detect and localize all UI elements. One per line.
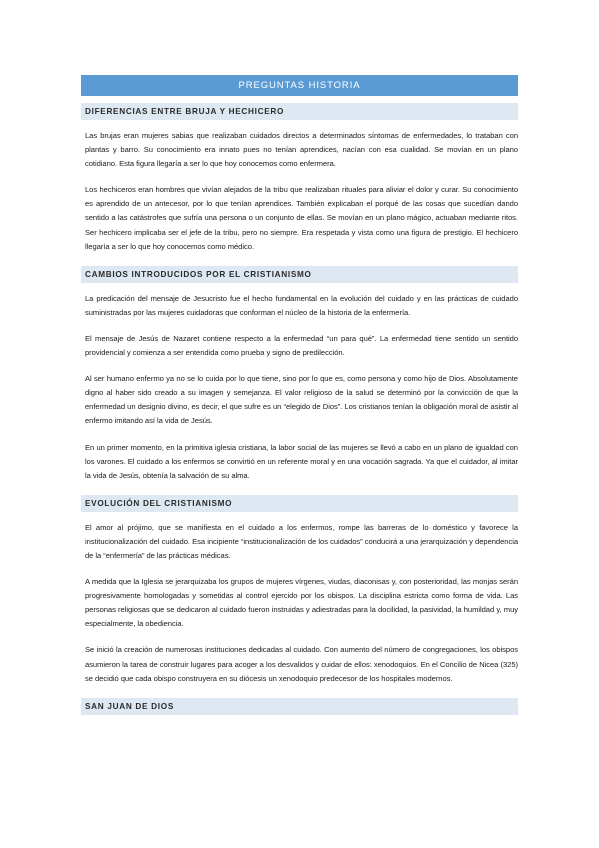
paragraph: El mensaje de Jesús de Nazaret contiene respecto a la enfermedad “un para qué”. La enfermedad tiene sentido un sentido providencial y comienza a ser entendida como prueba y signo de predilección. [85, 333, 518, 358]
paragraph: Los hechiceros eran hombres que vivían alejados de la tribu que realizaban rituales para aliviar el dolor y curar. Su conocimiento es aprendido de un antecesor, por lo que tenían aprendices. También explicaban el porqué de las cosas que sucedían dando sentido a las catástrofes que sufría una persona o un conjunto de ellas. Se movían en un plano mágico, actuaban mediante ritos. Ser hechicero implicaba ser el jefe de la tribu, pero no siempre. Era respetada y vista como una figura de prestigio. El hechicero llegaría a ser lo que hoy conocemos como médico. [85, 185, 518, 251]
document-content [81, 75, 518, 715]
paragraph: Al ser humano enfermo ya no se lo cuida por lo que tiene, sino por lo que es, como persona y como hijo de Dios. Absolutamente digno al haber sido creado a su imagen y semejanza. El valor religioso de la salud se determinó por la convicción de que la enfermedad un designio divino, es decir, el que sufre es un “elegido de Dios”. Los cristianos tenían la obligación moral de asistir al enfermo imitando así la vida de Jesús. [85, 374, 518, 426]
section-heading: EVOLUCIÓN DEL CRISTIANISMO [81, 495, 518, 512]
paragraph: A medida que la Iglesia se jerarquizaba los grupos de mujeres vírgenes, viudas, diaconisas y, con posterioridad, las monjas serán progresivamente homologadas y sometidas al control ejercido por los obispos. La disciplina estricta como forma de vida. Las personas religiosas que se dedicaron al cuidado fueron instruidas y adiestradas para la docilidad, la pasividad, la humildad y, muy especialmente, la obediencia. [85, 577, 518, 629]
section-heading: CAMBIOS INTRODUCIDOS POR EL CRISTIANISMO [81, 266, 518, 283]
page-title: PREGUNTAS HISTORIA [81, 75, 518, 96]
paragraph: La predicación del mensaje de Jesucristo fue el hecho fundamental en la evolución del cuidado y en las prácticas de cuidado suministradas por las mujeres cuidadoras que conforman el núcleo de la historia de la enfermería. [85, 293, 518, 317]
section-heading: SAN JUAN DE DIOS [81, 698, 518, 715]
paragraph: Se inició la creación de numerosas instituciones dedicadas al cuidado. Con aumento del número de congregaciones, los obispos asumieron la tarea de construir lugares para acoger a los desvalidos y cuidar de ellos: xenodoquios. En el Concilio de Nicea (325) se decidió que cada obispo construyera en su diócesis un xenodoquio predecesor de los hospitales modernos. [85, 645, 518, 683]
section-heading: DIFERENCIAS ENTRE BRUJA Y HECHICERO [81, 103, 518, 120]
paragraph: El amor al prójimo, que se manifiesta en el cuidado a los enfermos, rompe las barreras de lo doméstico y favorece la institucionalización del cuidado. Esa incipiente “institucionalización de los cuidados” conducirá a una jerarquización y dependencia de la “enfermería” de las prácticas médicas. [85, 522, 518, 560]
paragraph: Las brujas eran mujeres sabias que realizaban cuidados directos a determinados síntomas de enfermedades, lo trataban con plantas y barro. Su conocimiento era innato pues no tenían aprendices, nacían con esa cualidad. Se movían en un plano cotidiano. Esta figura llegaría a ser lo que hoy conocemos como enfermera. [85, 131, 518, 169]
paragraph: En un primer momento, en la primitiva iglesia cristiana, la labor social de las mujeres se llevó a cabo en un plano de igualdad con los varones. El cuidado a los enfermos se convirtió en un referente moral y en una vocación sagrada. Ya que el cuidador, al imitar la vida de Jesús, obtenía la salvación de su alma. [85, 442, 518, 480]
